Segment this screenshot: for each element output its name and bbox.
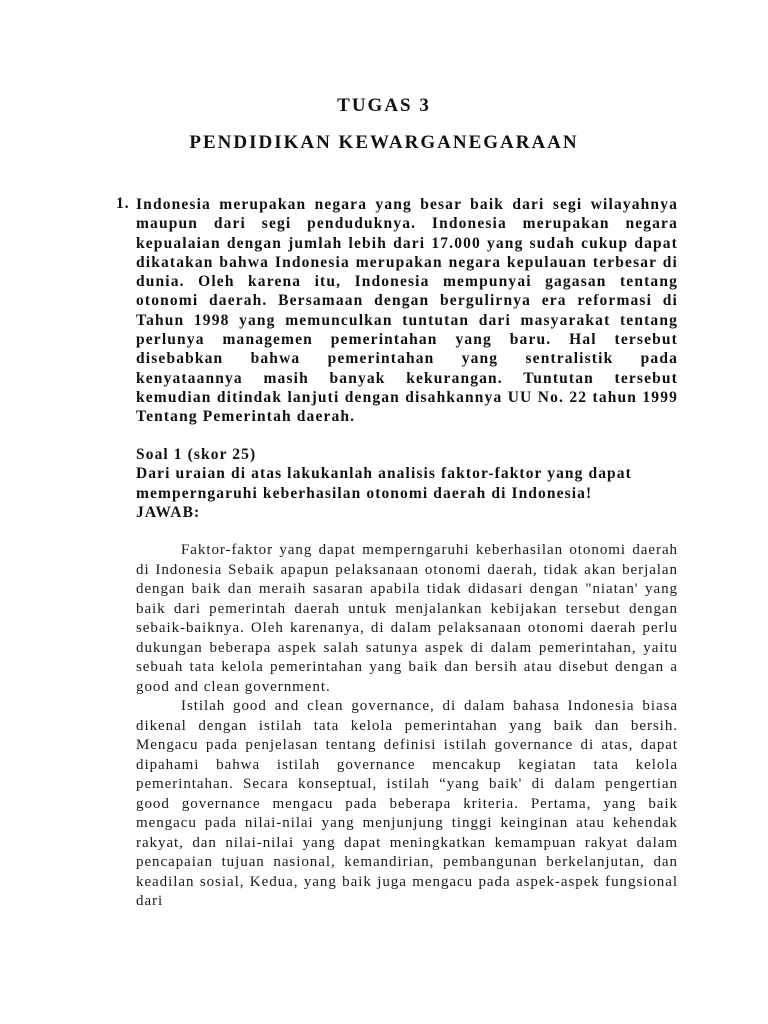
- answer-paragraph-2: Istilah good and clean governance, di dalam bahasa Indonesia biasa dikenal dengan istilah tata kelola pemerintahan yang baik dan bersih. Mengacu pada penjelasan tentang definisi istilah governance di atas, dapat dipahami bahwa istilah governance mencakup kegiatan tata kelola pemerintahan. Secara konseptual, istilah “yang baik' di dalam pengertian good governance mengacu pada beberapa kriteria. Pertama, yang baik mengacu pada nilai-nilai yang menjunjung tinggi keinginan atau kehendak rakyat, dan nilai-nilai yang dapat meningkatkan kemampuan rakyat dalam pencapaian tujuan nasional, kemandirian, pembangunan berkelanjutan, dan keadilan sosial, Kedua, yang baik juga mengacu pada aspek-aspek fungsional dari: [136, 698, 678, 909]
- soal-block: [136, 445, 678, 522]
- question-text: Indonesia merupakan negara yang besar baik dari segi wilayahnya maupun dari segi penduduknya. Indonesia merupakan negara kepualaian dengan jumlah lebih dari 17.000 yang sudah cukup dapat dikatakan bahwa Indonesia merupakan negara kepulauan terbesar di dunia. Oleh karena itu, Indonesia mempunyai gagasan tentang otonomi daerah. Bersamaan dengan bergulirnya era reformasi di Tahun 1998 yang memunculkan tuntutan dari masyarakat tentang perlunya managemen pemerintahan yang baru. Hal tersebut disebabkan bahwa pemerintahan yang sentralistik pada kenyataannya masih banyak kekurangan. Tuntutan tersebut kemudian ditindak lanjuti dengan disahkannya UU No. 22 tahun 1999 Tentang Pemerintah daerah.: [136, 196, 678, 426]
- soal-prompt: Dari uraian di atas lakukanlah analisis faktor-faktor yang dapat memperngaruhi keberhasilan otonomi daerah di Indonesia!: [136, 465, 632, 502]
- answer-paragraph-1: Faktor-faktor yang dapat memperngaruhi keberhasilan otonomi daerah di Indonesia Sebaik apapun pelaksanaan otonomi daerah, tidak akan berjalan dengan baik dan meraih sasaran apabila tidak didasari dengan "niatan' yang baik dari pemerintah daerah untuk menjalankan kebijakan tersebut dengan sebaik-baiknya. Oleh karenanya, di dalam pelaksanaan otonomi daerah perlu dukungan beberapa aspek salah satunya aspek di dalam pemerintahan, yaitu sebuah tata kelola pemerintahan yang baik dan bersih atau disebut dengan a good and clean government.: [136, 542, 678, 695]
- answer-label: JAWAB:: [136, 503, 201, 521]
- soal-heading: Soal 1 (skor 25): [136, 446, 257, 463]
- document-subtitle: PENDIDIKAN KEWARGANEGARAAN: [189, 132, 579, 153]
- question-number: 1.: [116, 195, 130, 212]
- answer-body: [136, 541, 678, 912]
- document-title: TUGAS 3: [337, 95, 431, 116]
